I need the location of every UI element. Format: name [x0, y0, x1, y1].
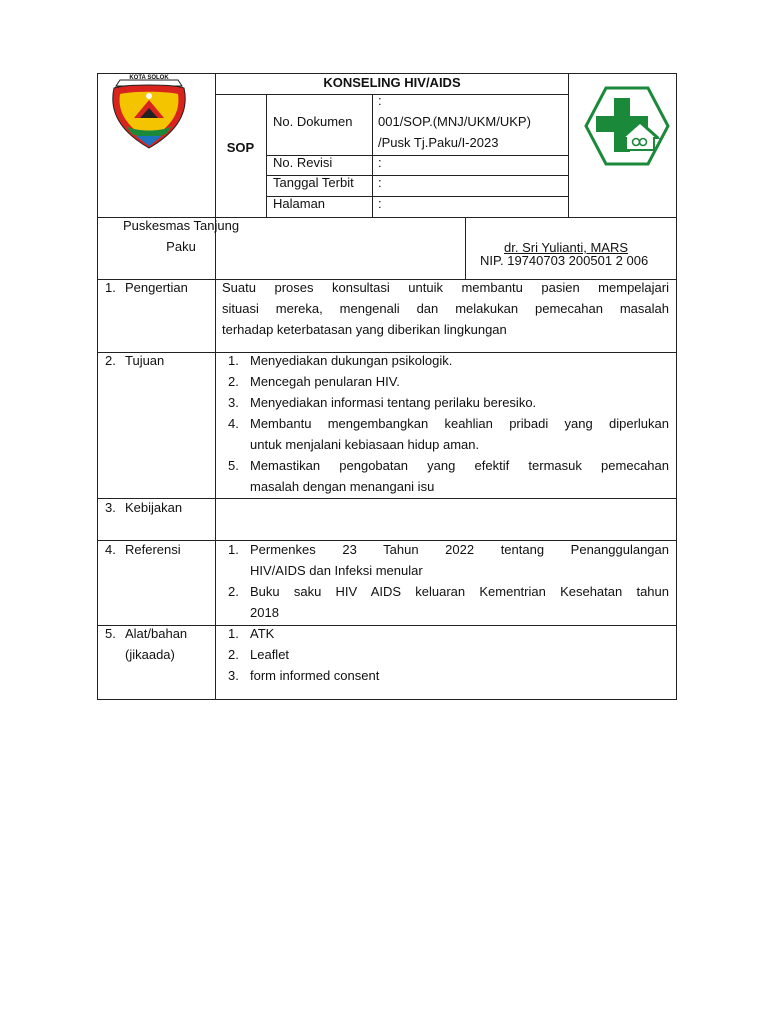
tujuan-item-2-text: Mencegah penularan HIV. — [250, 374, 400, 389]
org-divider — [465, 217, 466, 279]
pengertian-line-2: situasi mereka, mengenali dan melakukan pemecahan masalah — [222, 301, 669, 316]
tujuan-item-1-text: Menyediakan dukungan psikologik. — [250, 353, 453, 368]
pengertian-line-3: terhadap keterbatasan yang diberikan lingkungan — [222, 322, 507, 337]
halaman-label: Halaman — [273, 196, 326, 211]
no-dokumen-value-line2: /Pusk Tj.Paku/I-2023 — [378, 135, 499, 150]
header-divider-left — [215, 73, 216, 700]
referensi-item-1-text-line1: Permenkes 23 Tahun 2022 tentang Penanggulangan — [250, 542, 669, 557]
tanggal-terbit-label: Tanggal Terbit — [273, 175, 354, 190]
signer-nip: NIP. 19740703 200501 2 006 — [480, 253, 649, 268]
document-title: KONSELING HIV/AIDS — [323, 75, 461, 90]
tujuan-item-4-text-line1: Membantu mengembangkan keahlian pribadi yang diperlukan — [250, 416, 669, 431]
alat-item-1-text: ATK — [250, 626, 275, 641]
table-border-right — [676, 73, 677, 700]
tujuan-item-1-number: 1. — [228, 353, 239, 368]
tujuan-item-2-number: 2. — [228, 374, 239, 389]
title-underline — [215, 94, 569, 95]
halaman-value: : — [378, 196, 382, 211]
header-divider-fields — [372, 94, 373, 218]
org-name-line2: Paku — [166, 239, 196, 254]
no-dokumen-label: No. Dokumen — [273, 114, 353, 129]
row-line-tujuan — [97, 498, 677, 499]
pengertian-line-1: Suatu proses konsultasi untuik membantu pasien mempelajari — [222, 280, 669, 295]
alat-item-3-text: form informed consent — [250, 668, 380, 683]
table-border-left — [97, 73, 98, 700]
referensi-item-2-text-line2: 2018 — [250, 605, 279, 620]
section-2-label: Tujuan — [125, 353, 165, 368]
section-3-label: Kebijakan — [125, 500, 183, 515]
no-dokumen-colon: : — [378, 93, 382, 108]
referensi-item-1-text-line2: HIV/AIDS dan Infeksi menular — [250, 563, 423, 578]
section-1-number: 1. — [105, 280, 116, 295]
sop-label: SOP — [226, 140, 255, 155]
table-border-bottom — [97, 699, 677, 700]
tujuan-item-4-text-line2: untuk menjalani kebiasaan hidup aman. — [250, 437, 480, 452]
tanggal-terbit-value: : — [378, 175, 382, 190]
referensi-item-2-number: 2. — [228, 584, 239, 599]
section-2-number: 2. — [105, 353, 116, 368]
tujuan-item-5-text-line2: masalah dengan menangani isu — [250, 479, 435, 494]
tujuan-item-5-number: 5. — [228, 458, 239, 473]
alat-item-1-number: 1. — [228, 626, 239, 641]
alat-item-2-number: 2. — [228, 647, 239, 662]
section-5-number: 5. — [105, 626, 116, 641]
tujuan-item-4-number: 4. — [228, 416, 239, 431]
alat-item-2-text: Leaflet — [250, 647, 290, 662]
section-5-label-line2: (jikaada) — [125, 647, 175, 662]
section-4-number: 4. — [105, 542, 116, 557]
referensi-item-2-text-line1: Buku saku HIV AIDS keluaran Kementrian Kesehatan tahun — [250, 584, 669, 599]
tujuan-item-3-number: 3. — [228, 395, 239, 410]
org-name-line1: Puskesmas Tanjung — [122, 218, 240, 233]
signer-name: dr. Sri Yulianti, MARS — [504, 240, 629, 255]
tujuan-item-5-text-line1: Memastikan pengobatan yang efektif termasuk pemecahan — [250, 458, 669, 473]
referensi-item-1-number: 1. — [228, 542, 239, 557]
no-dokumen-value-line1: 001/SOP.(MNJ/UKM/UKP) — [378, 114, 531, 129]
puskesmas-logo — [584, 86, 670, 166]
no-revisi-value: : — [378, 155, 382, 170]
tujuan-item-3-text: Menyediakan informasi tentang perilaku beresiko. — [250, 395, 537, 410]
no-revisi-label: No. Revisi — [273, 155, 333, 170]
header-divider-sop — [266, 94, 267, 218]
section-4-label: Referensi — [125, 542, 181, 557]
section-3-number: 3. — [105, 500, 116, 515]
section-5-label: Alat/bahan — [125, 626, 188, 641]
alat-item-3-number: 3. — [228, 668, 239, 683]
kota-solok-emblem — [106, 76, 192, 152]
emblem-banner-text: KOTA SOLOK — [129, 75, 169, 81]
section-1-label: Pengertian — [125, 280, 188, 295]
